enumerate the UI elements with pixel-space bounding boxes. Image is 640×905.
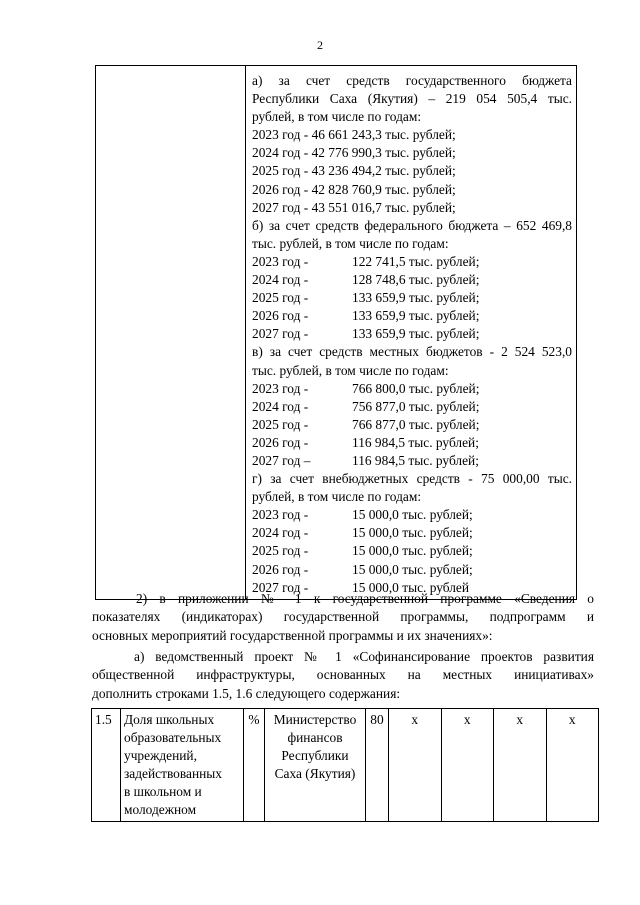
indicator-name-line: учреждений, (124, 748, 197, 763)
unit-cell: % (244, 709, 265, 822)
extra-budget-year-row (252, 561, 572, 579)
year-amount: 128 748,6 тыс. рублей; (352, 272, 480, 288)
x-cell: x (494, 709, 547, 822)
year-label: 2023 год - (252, 507, 309, 523)
state-budget-year: 2023 год - 46 661 243,3 тыс. рублей; (252, 127, 456, 143)
table-row (92, 709, 599, 822)
indicator-name-line: молодежном (124, 802, 197, 817)
paragraph-2-line: основных мероприятий государственной программы и их значениях»: (92, 627, 493, 643)
state-budget-year: 2024 год - 42 776 990,3 тыс. рублей; (252, 145, 456, 161)
paragraph-2-line: показателях (индикаторах) государственной программы, подпрограмм и (92, 609, 594, 625)
funding-label-cell (96, 66, 246, 600)
paragraph-2-line: 2) в приложении № 1 к государственной программе «Сведения о (136, 591, 594, 606)
year-label: 2023 год - (252, 380, 309, 396)
year-label: 2025 год - (252, 416, 309, 432)
local-budget-year-row (252, 416, 572, 434)
year-label: 2023 год - (252, 253, 309, 269)
year-amount: 122 741,5 тыс. рублей; (352, 253, 480, 269)
paragraph-a (92, 648, 594, 703)
year-amount: 15 000,0 тыс. рублей; (352, 507, 473, 523)
local-budget-year-row (252, 434, 572, 452)
federal-budget-line: б) за счет средств федерального бюджета – 652 469,8 (252, 217, 572, 233)
page-number: 2 (317, 38, 323, 52)
year-amount: 133 659,9 тыс. рублей; (352, 326, 480, 342)
state-budget-year: 2027 год - 43 551 016,7 тыс. рублей; (252, 199, 456, 215)
federal-budget-year-row (252, 289, 572, 307)
year-label: 2024 год - (252, 272, 309, 288)
paragraph-a-line: а) ведомственный проект № 1 «Софинансирование проектов развития (134, 649, 594, 664)
responsible-cell (265, 709, 366, 822)
funding-sources-cell (246, 66, 577, 600)
year-amount: 15 000,0 тыс. рублей; (352, 561, 473, 577)
year-amount: 15 000,0 тыс. рублей; (352, 525, 473, 541)
federal-budget-year-row (252, 325, 572, 343)
state-budget-line: рублей, в том числе по годам: (252, 109, 422, 125)
year-label: 2026 год - (252, 434, 309, 450)
x-cell: x (546, 709, 599, 822)
state-budget-line: а) за счет средств государственного бюджета (252, 73, 572, 88)
responsible-line: Саха (Якутия) (274, 766, 356, 781)
indicator-name (121, 709, 244, 822)
extra-budget-line: г) за счет внебюджетных средств - 75 000,00 тыс. (252, 471, 572, 487)
state-budget-year: 2026 год - 42 828 760,9 тыс. рублей; (252, 181, 456, 197)
local-budget-year-row (252, 380, 572, 398)
x-cell: x (441, 709, 494, 822)
funding-table (95, 65, 577, 600)
year-label: 2026 год - (252, 308, 309, 324)
year-amount: 116 984,5 тыс. рублей; (352, 434, 479, 450)
extra-budget-year-row (252, 542, 572, 560)
year-amount: 116 984,5 тыс. рублей; (352, 452, 479, 468)
year-label: 2027 год - (252, 579, 309, 595)
paragraph-a-line: общественной инфраструктуры, основанных на местных инициативах» (92, 667, 594, 683)
year-label: 2025 год - (252, 543, 309, 559)
year-amount: 15 000,0 тыс. рублей (352, 579, 470, 595)
local-budget-line: в) за счет средств местных бюджетов - 2 524 523,0 (252, 344, 572, 360)
year-label: 2025 год - (252, 290, 309, 306)
value-cell: 80 (366, 709, 389, 822)
local-budget-year-row (252, 398, 572, 416)
federal-budget-line: тыс. рублей, в том числе по годам: (252, 235, 449, 251)
extra-budget-line: рублей, в том числе по годам: (252, 489, 422, 505)
year-amount: 15 000,0 тыс. рублей; (352, 543, 473, 559)
responsible-line: Республики (281, 748, 349, 763)
indicator-name-line: в школьном и (124, 784, 202, 799)
local-budget-line: тыс. рублей, в том числе по годам: (252, 362, 449, 378)
year-label: 2026 год - (252, 561, 309, 577)
year-amount: 133 659,9 тыс. рублей; (352, 290, 480, 306)
year-amount: 766 800,0 тыс. рублей; (352, 380, 480, 396)
year-label: 2027 год - (252, 326, 309, 342)
year-amount: 133 659,9 тыс. рублей; (352, 308, 480, 324)
year-amount: 766 877,0 тыс. рублей; (352, 416, 480, 432)
state-budget-year: 2025 год - 43 236 494,2 тыс. рублей; (252, 163, 456, 179)
federal-budget-year-row (252, 307, 572, 325)
extra-budget-year-row (252, 506, 572, 524)
indicator-table (91, 708, 599, 822)
local-budget-year-row (252, 452, 572, 470)
indicator-name-line: Доля школьных (124, 712, 215, 727)
federal-budget-year-row (252, 271, 572, 289)
row-number: 1.5 (92, 709, 121, 822)
paragraph-2 (92, 590, 594, 645)
responsible-line: финансов (287, 730, 343, 745)
year-label: 2027 год – (252, 452, 311, 468)
federal-budget-year-row (252, 253, 572, 271)
indicator-name-line: образовательных (124, 730, 222, 745)
indicator-name-line: задействованных (124, 766, 222, 781)
state-budget-line: Республики Саха (Якутия) – 219 054 505,4 тыс. (252, 91, 572, 107)
year-label: 2024 год - (252, 398, 309, 414)
responsible-line: Министерство (273, 712, 357, 727)
year-amount: 756 877,0 тыс. рублей; (352, 398, 480, 414)
year-label: 2024 год - (252, 525, 309, 541)
x-cell: x (389, 709, 442, 822)
paragraph-a-line: дополнить строками 1.5, 1.6 следующего содержания: (92, 685, 401, 701)
extra-budget-year-row (252, 524, 572, 542)
